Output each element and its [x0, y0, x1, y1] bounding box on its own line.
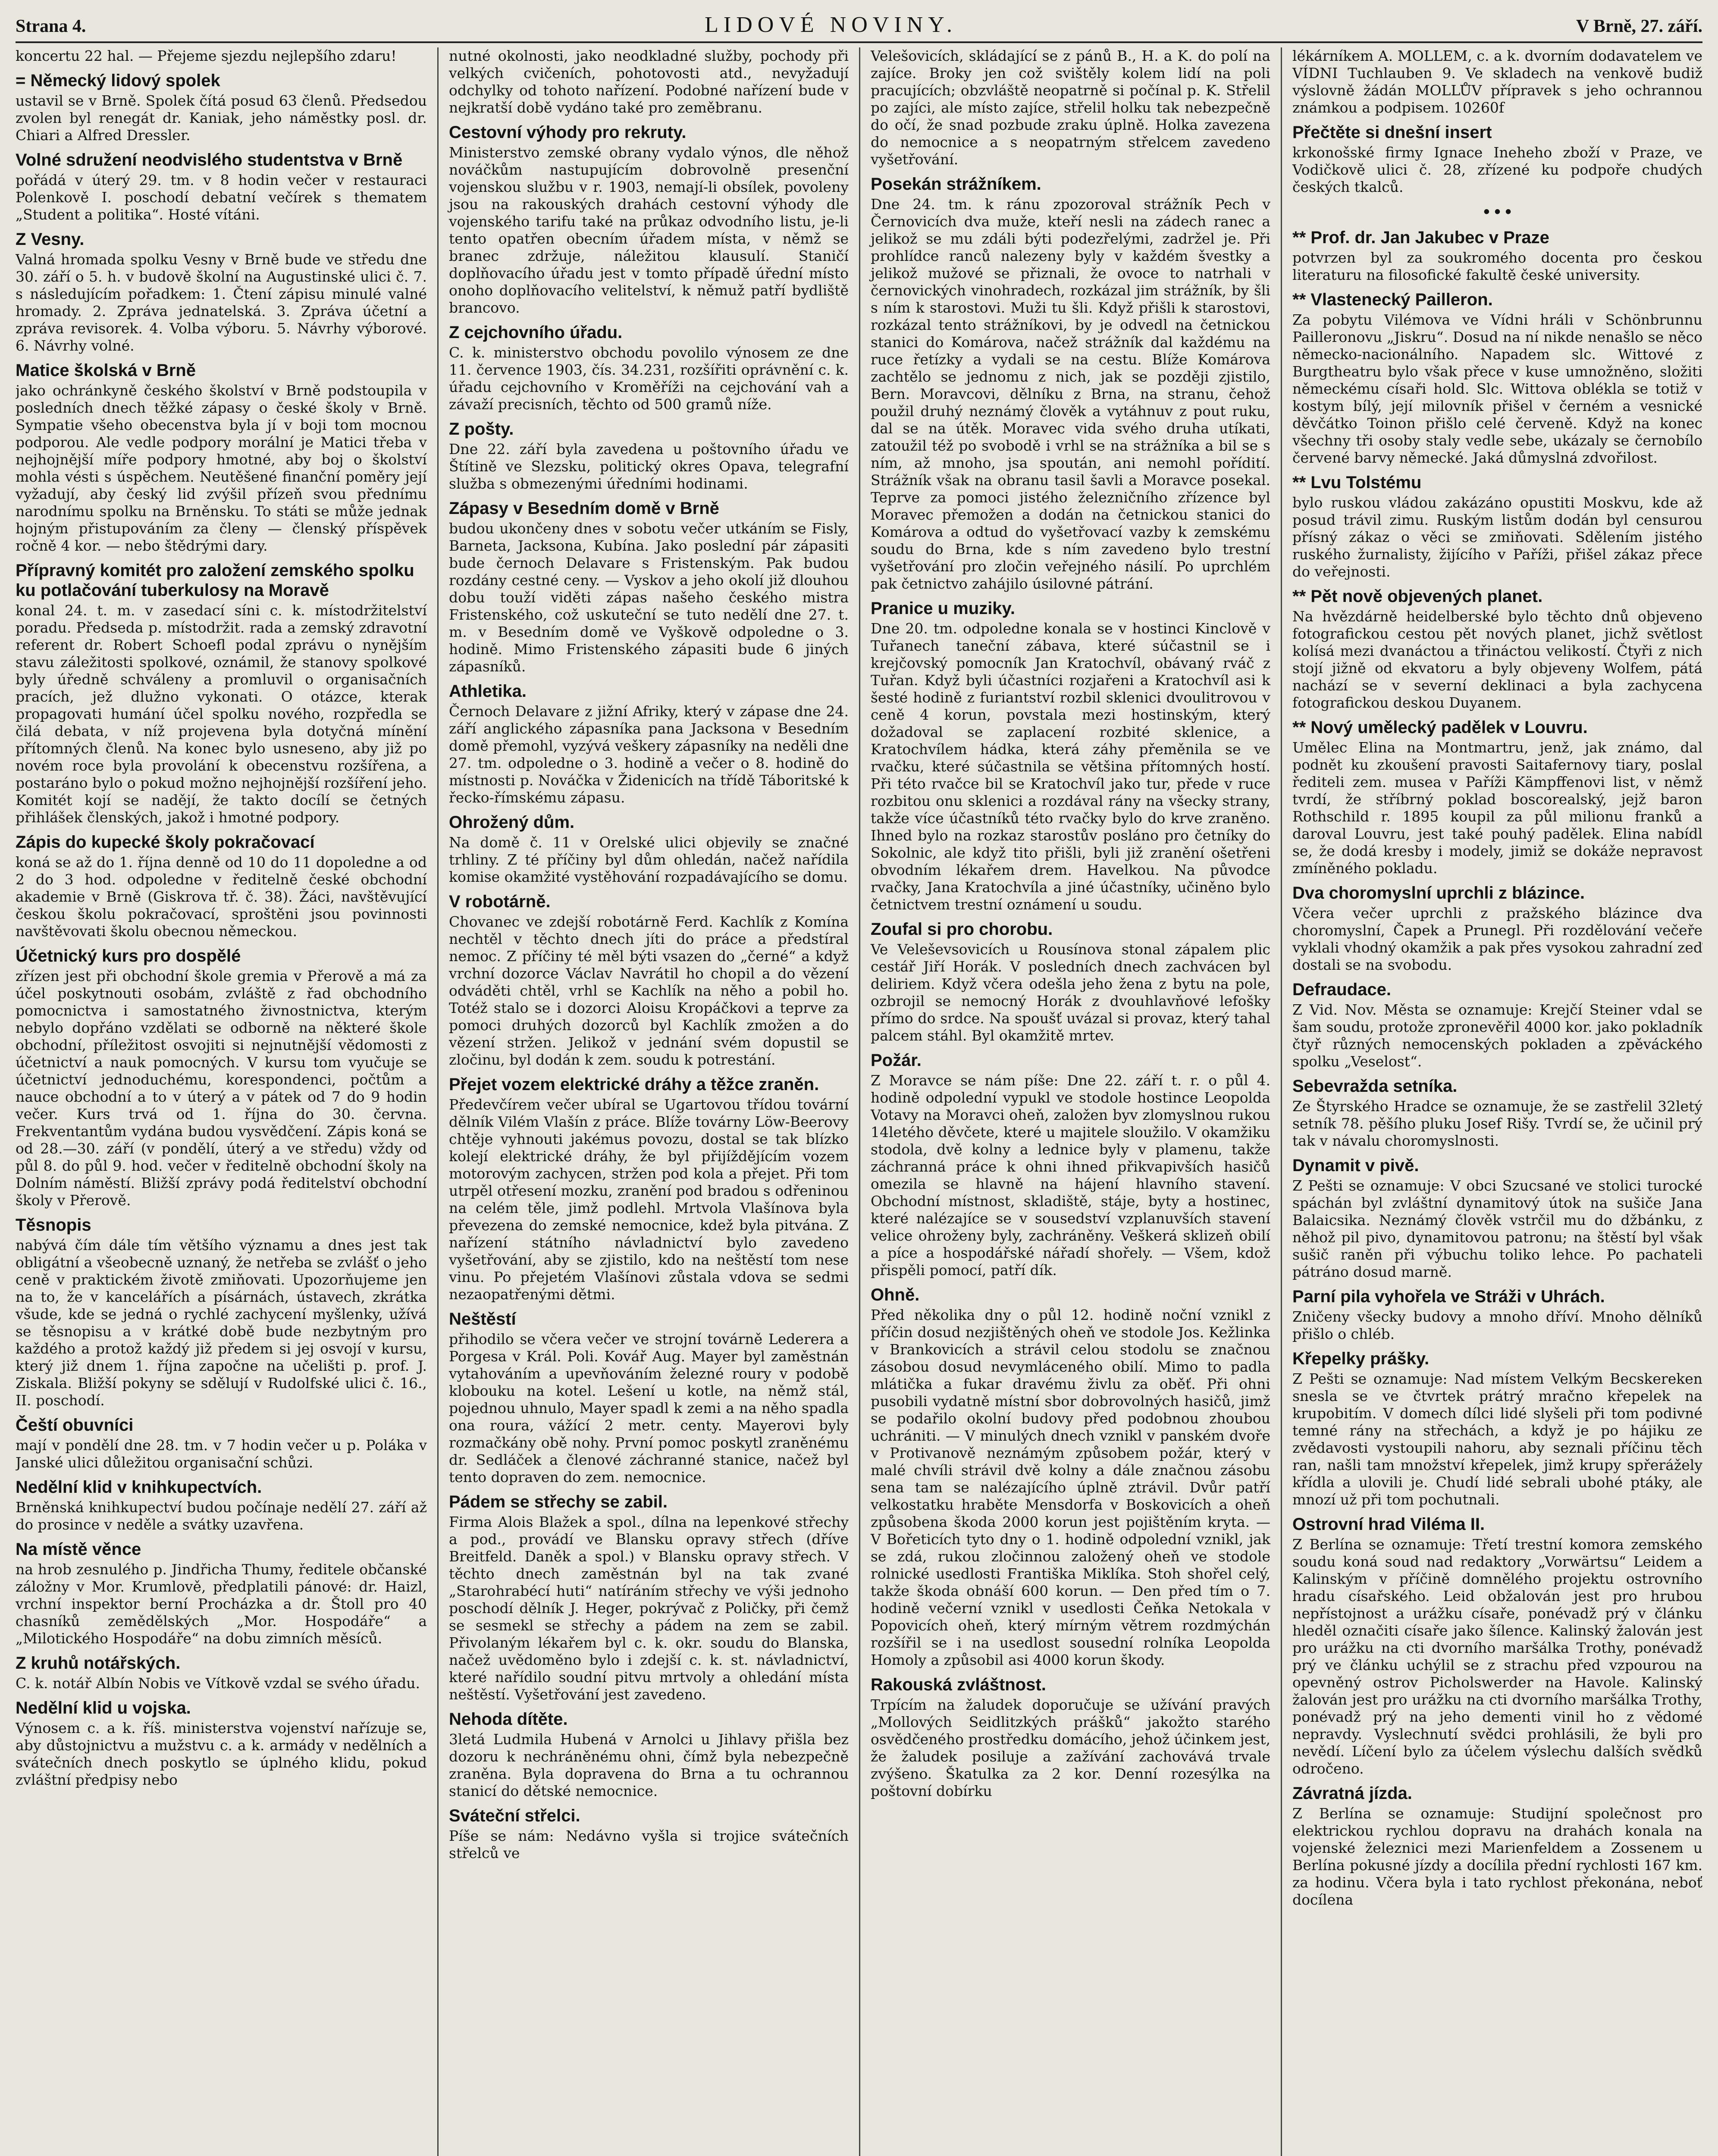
- article: [1292, 883, 1702, 974]
- article: [449, 323, 849, 413]
- article-headline: Defraudace.: [1292, 980, 1391, 999]
- article: [1292, 1783, 1702, 1908]
- article: [1292, 228, 1702, 284]
- article-headline: Volné sdružení neodvislého studentstva v Brně: [16, 150, 403, 169]
- column-2: [437, 47, 859, 2156]
- article-body: Píše se nám: Nedávno vyšla si trojice svátečních střelců ve: [449, 1827, 849, 1861]
- article-body: Předevčírem večer ubíral se Ugartovou třídou tovární dělník Vilém Vlašín z práce. Blíže továrny Löw-Beerovy chtěje vyhnouti jakémus povozu, dostal se tak blízko kolejí elektrické dráhy, že byl přijíždějícím vozem motorovým zachycen, stržen pod kola a přejet. Při tom utrpěl otřesení mozku, zranění pod bradou s odřeninou na celém těle, jimž podlehl. Mrtvola Vlašínova byla převezena do zemské nemocnice, kdež byla pitvána. Z nařízení státního návladnictví bylo zavedeno vyšetřování, aby se zjistilo, kdo na neštěstí tom nese vinu. Po přejetém Vlašínovi zůstala vdova se sedmi nezaopatřenými dětmi.: [449, 1096, 849, 1303]
- article-body: Firma Alois Blažek a spol., dílna na lepenkové střechy a pod., provádí ve Blansku opravy střech (dříve Breitfeld. Daněk a spol.) v Blansku opravy střech. V těchto dnech zaměstnán byl na tak zvané „Starohrabécí huti“ natíráním střechy ve výši jednoho poschodí dělník J. Heger, pokrývač z Poličky, při čemž se sesmekl se střechy a pádem na zem se zabil. Přivolaným lékařem byl c. k. okr. soudu do Blanska, načež uvědoměno bylo i zdejší c. k. st. návladnictví, které nařídilo soudní pitvu mrtvoly a ohledání místa neštěstí. Vyšetřování jest zavedeno.: [449, 1514, 849, 1703]
- article-body: mají v pondělí dne 28. tm. v 7 hodin večer u p. Poláka v Janské ulici důležitou organisační schůzi.: [16, 1437, 427, 1471]
- article-headline: Posekán strážníkem.: [871, 175, 1041, 194]
- article-headline: ** Vlastenecký Pailleron.: [1292, 290, 1493, 309]
- article-headline: V robotárně.: [449, 892, 551, 911]
- issue-date: V Brně, 27. září.: [1576, 16, 1702, 36]
- article-headline: Neštěstí: [449, 1310, 516, 1329]
- article-headline: Čeští obuvníci: [16, 1416, 134, 1435]
- article-body: Valná hromada spolku Vesny v Brně bude ve středu dne 30. září o 5. h. v budově školní na Augustinské ulici č. 7. s následujícím pořadkem: 1. Čtení zápisu minulé valné hromady. 2. Zpráva jednatelská. 3. Zpráva účetní a zpráva revisorek. 4. Volba výboru. 5. Návrhy výborové. 6. Návrhy volné.: [16, 251, 427, 354]
- article-headline: Sebevražda setníka.: [1292, 1077, 1458, 1096]
- article: [1292, 202, 1702, 222]
- article-body: Z Vid. Nov. Města se oznamuje: Krejčí Steiner vdal se šam soudu, protože zpronevěřil 4000 kor. jako pokladník čtyř různých nemocenských pokladen a zpěváckého spolku „Veselost“.: [1292, 1001, 1702, 1070]
- article: [16, 229, 427, 354]
- article-headline: ** Prof. dr. Jan Jakubec v Praze: [1292, 228, 1549, 247]
- article: [1292, 1514, 1702, 1777]
- article-body: Z Berlína se oznamuje: Třetí trestní komora zemského soudu koná soud nad redaktory „Vorwärtsu“ Leidem a Kalinským v příčině domnělého projektu ostrovního hradu císařského. Leid obžalován jest pro hrubou nepřístojnost a urážku císaře, ponévadž prý v článku hleděl označiti císaře jako šílence. Kalinský žalován jest pro urážku na cti dvorního maršálka Trothy, ponévadž prý ve článku uchýlil se z strachu před vzpourou na opevněný ostrov Picholswerder na Havole. Kalinský žalován jest pro urážku na cti dvorního maršálka Trothy, ponévadž prý na jeho dementi vinil ho z vědomé nepravdy. Vyslechnutí svědci prohlásili, že byli pro nevědí. Líčení bylo za účelem výslechu dalších svědků odročeno.: [1292, 1536, 1702, 1777]
- article-headline: Přejet vozem elektrické dráhy a těžce zraněn.: [449, 1075, 819, 1094]
- article-headline: Zoufal si pro chorobu.: [871, 920, 1053, 939]
- article-body: zřízen jest při obchodní škole gremia v Přerově a má za účel poskytnouti osobám, zvláště z řad obchodního pomocnictva i samostatného živnostnictva, kterým nebylo dopřáno vzdělati se odborně na některé škole obchodní, příležitost osvojiti si nejnutnější vědomosti z účetnictví a nauk pomocných. V kursu tom vyučuje se účetnictví jednoduchému, korespondenci, počtům a nauce obchodní a to v úterý a v pátek od 7 do 9 hodin večer. Kurs trvá od 1. října do 30. června. Frekventantům vydána budou vysvědčení. Zápis koná se od 28.—30. září (v pondělí, úterý a ve středu) vždy od půl 8. do půl 9. hod. večer v ředitelně obchodní školy na Dolním náměstí. Bližší zprávy podá ředitelství obchodní školy v Přerově.: [16, 968, 427, 1209]
- column-4: [1281, 47, 1702, 2156]
- article-headline: Z Vesny.: [16, 230, 85, 249]
- columns: [16, 47, 1702, 2156]
- article: [871, 919, 1270, 1044]
- article-body: Z Moravce se nám píše: Dne 22. září t. r. o půl 4. hodině odpolední vypukl ve stodole hostince Leopolda Votavy na Moravci oheň, založen byv zlomyslnou rukou 14letého děvčete, které u majitele sloužilo. V okamžiku stodola, dvě kolny a lednice byly v plamenu, takže záchranná práce k ohni ihned přikvapivších hasičů omezila se hlavně na hájení hlavního stavení. Obchodní místnost, skladiště, stáje, byty a hostinec, které nalézajíce se v sousedství vzplanuvších stavení velice ohroženy byly, zachráněny. Veškerá sklizeň obilí a píce a hospodářské nářadí shořely. — Všem, kdož přispěli pomocí, patří dík.: [871, 1072, 1270, 1279]
- article-body: nabývá čím dále tím většího významu a dnes jest tak obligátní a všeobecně uznaný, že netřeba se zvlášť o jeho ceně v praktickém životě zmiňovati. Upozorňujeme jen na to, že v kancelářích a písárnách, ústavech, zkrátka všude, kde se jedná o rychlé zachycení myšlenky, užívá se těsnopisu a v krátké době bude nezbytným pro každého a protož každý již předem si jej osvojí v kursu, který již dnem 1. října započne na učelišti p. prof. J. Ziskala. Bližší pokyny se sdělují v Rudolfské ulici č. 16., II. poschodí.: [16, 1237, 427, 1409]
- article-headline: Těsnopis: [16, 1216, 91, 1235]
- article: [1292, 1076, 1702, 1150]
- article-headline: Z pošty.: [449, 420, 514, 439]
- article-body: koncertu 22 hal. — Přejeme sjezdu nejlepšího zdaru!: [16, 47, 397, 64]
- article-headline: Z kruhů notářských.: [16, 1654, 181, 1673]
- article: [1292, 1349, 1702, 1508]
- article: [16, 1477, 427, 1533]
- article-body: konal 24. t. m. v zasedací síni c. k. místodržitelství poradu. Předseda p. místodržit. rada a zemský zdravotní referent dr. Robert Schoefl podal zprávu o nynějším stavu záležitosti spolkové, oznámil, že stanovy spolkové byly úředně schváleny a promluvil o organisačních pracích, jež dlužno vykonati. O otázce, kterak propagovati humání účel spolku nového, rozpředla se čilá debata, v níž projevena byla dotyčná mínění přítomných členů. Na konec bylo usneseno, aby již po novém roce byla provolání k obecenstvu rozšířena, a postaráno bylo o pokud možno nejhojnější rozšíření jeho. Komitét kojí se nadějí, že takto docílí se četných přihlášek členských, jakož i hmotné podpory.: [16, 602, 427, 826]
- article-body: bylo ruskou vládou zakázáno opustiti Moskvu, kde až posud trávil zimu. Ruským listům dodán byl censurou přísný zákaz o věci se zmiňovati. Sdělením jistého ruského žurnalisty, žijícího v Paříži, přišel zákaz přece do veřejnosti.: [1292, 494, 1702, 580]
- article: [16, 1653, 427, 1692]
- article: [1292, 586, 1702, 711]
- article: [1292, 980, 1702, 1070]
- article-body: budou ukončeny dnes v sobotu večer utkáním se Fisly, Barneta, Jacksona, Kubína. Jako poslední pár zápasiti bude černoch Delavare s Fristenským. Pak budou rozdány cestné ceny. — Vyskov a jeho okolí již dlouhou dobu touží viděti zápas našeho českého mistra Fristenského, což uskuteční se tuto nedělí dne 27. t. m. v Besedním domě ve Vyškově odpoledne o 3. hodině. Mimo Fristenského zápasiti bude 6 jiných zápasníků.: [449, 520, 849, 675]
- article: [16, 946, 427, 1209]
- article: [1292, 718, 1702, 877]
- article-body: Výnosem c. a k. říš. ministerstva vojenství nařízuje se, aby důstojnictvu a mužstvu c. a k. armády v nedělních a svátečních dnech poskytlo se úplného klidu, pokud zvláštní předpisy nebo: [16, 1720, 427, 1788]
- article-headline: • • •: [1483, 202, 1511, 221]
- article-headline: Na místě věnce: [16, 1540, 141, 1559]
- article-body: Z Pešti se oznamuje: Nad místem Velkým Becskereken snesla se ve čtvrtek prátrý mračno křepelek na krupobitím. V domech dílci lidé slyšeli při tom podivné temné rány na střechách, a když je po hájiku ze zvědavosti vystoupili nahoru, aby seznali příčinu těch ran, našli tam množství křepelek, jimž krupy spřerážely křídla a ulovili je. Chudí lidé sebrali ubohé ptáky, ale mnozí už při tom pochutnali.: [1292, 1370, 1702, 1508]
- article: [16, 561, 427, 826]
- article-body: ustavil se v Brně. Spolek čítá posud 63 členů. Předsedou zvolen byl renegát dr. Kaniak, jeho náměstky posl. dr. Chiari a Alfred Dressler.: [16, 92, 427, 144]
- article: [449, 122, 849, 317]
- article: [871, 599, 1270, 913]
- article-headline: Dynamit v pivě.: [1292, 1156, 1419, 1175]
- column-1: [16, 47, 437, 2156]
- article: [16, 360, 427, 555]
- article: [16, 1698, 427, 1789]
- article-headline: Nedělní klid v knihkupectvích.: [16, 1478, 262, 1497]
- article-body: potvrzen byl za soukromého docenta pro českou literaturu na filosofické fakultě české university.: [1292, 249, 1702, 283]
- article: [16, 832, 427, 940]
- article: [16, 1415, 427, 1471]
- article-body: Z Pešti se oznamuje: V obci Szucsané ve stolici turocké spáchán byl zvláštní dynamitový útok na sušiče Jana Balaicsika. Neznámý člověk vstrčil mu do džbánku, z něhož pil pivo, dynamitovou patronu; na štěstí byl však sušič raněn při výbuchu toliko lehce. Po pachateli pátráno dosud marně.: [1292, 1177, 1702, 1280]
- article-headline: Účetnický kurs pro dospělé: [16, 946, 241, 965]
- article-headline: Zápis do kupecké školy pokračovací: [16, 833, 315, 852]
- article-body: Na hvězdárně heidelberské bylo těchto dnů objeveno fotografickou cestou pět nových planet, jichž světlost kolísá mezi dvanáctou a třináctou velikostí. Čtyři z nich stojí jižně od ekvatoru a byly objeveny Wolfem, pátá nachází se v severní deklinaci a byla zachycena fotografickou deskou Duyanem.: [1292, 608, 1702, 711]
- article-headline: Dva choromyslní uprchli z blázince.: [1292, 884, 1585, 903]
- article: [16, 47, 427, 65]
- article: [871, 1675, 1270, 1800]
- article-headline: Požár.: [871, 1051, 922, 1070]
- article-body: Trpícím na žaludek doporučuje se užívání pravých „Mollových Seidlitzkých prášků“ jakožto starého osvědčeného prostředku domácího, jehož účinkem jest, že žaludek posiluje a zažívání zachovává trvale zvýšeno. Škatulka za 2 kor. Denní rozesýlka na poštovní dobírku: [871, 1696, 1270, 1799]
- article: [1292, 1287, 1702, 1343]
- article-headline: Pranice u muziky.: [871, 599, 1015, 618]
- article-body: jako ochránkyně českého školství v Brně podstoupila v posledních dnech těžké zápasy o české školy v Brně. Sympatie všeho obecenstva byla jí v boji tom mocnou podporou. Ale vedle podpory morální je Matici třeba v nejhojnější míře podpory hmotné, aby boj o školství mohla vésti s úspěchem. Neutěšené finanční poměry její vyžadují, aby český lid zvýšil přízeň svou přednímu narodnímu spolku na Brněnsku. To státi se může jednak hojným přistupováním za členy — členský příspěvek ročně 4 kor. — nebo štědrými dary.: [16, 382, 427, 554]
- article-body: přihodilo se včera večer ve strojní továrně Lederera a Porgesa v Král. Poli. Kovář Aug. Mayer byl zaměstnán vytahováním a upevňováním železné roury v podobě klobouku na kotel. Lešení u kotle, na němž stál, pojednou uhnulo, Mayer spadl k zemi a na něho spadla ona roura, vážící 2 metr. centy. Mayerovi byly rozmačkány obě nohy. První pomoc poskytl zraněnému dr. Sedláček a členové záchranné stanice, načež byl tento dopraven do zem. nemocnice.: [449, 1331, 849, 1485]
- article: [449, 1806, 849, 1862]
- article-body: Z Berlína se oznamuje: Studijní společnost pro elektrickou rychlou dopravu na drahách konala na vojenské železnici mezi Marienfeldem a Zossenem u Berlína pokusné jízdy a docílila přední rychlosti 167 km. za hodinu. Včera byla i tato rychlost překonána, neboť docílena: [1292, 1805, 1702, 1908]
- article: [1292, 47, 1702, 116]
- article: [1292, 122, 1702, 196]
- article-headline: Závratná jízda.: [1292, 1784, 1412, 1803]
- article-body: Brněnská knihkupectví budou počínaje nedělí 27. září až do prosince v neděle a svátky uzavřena.: [16, 1499, 427, 1533]
- article-headline: Cestovní výhody pro rekruty.: [449, 123, 687, 142]
- article-body: Černoch Delavare z jižní Afriky, který v zápase dne 24. září anglického zápasníka pana Jacksona v Besedním domě přemohl, vyzývá veškery zápasníky na neděli dne 27. tm. odpoledne o 3. hodině a večer o 8. hodině do místnosti p. Nováčka v Židenicích na třídě Táboritské k řecko-římskému zápasu.: [449, 703, 849, 806]
- article-body: Ministerstvo zemské obrany vydalo výnos, dle něhož nováčkům nastupujícím dobrovolně presenční vojenskou službu v r. 1903, nemají-li obsílek, povoleny jsou na rakouských drahách cestovní výhody dle vojenského tarifu také na průkaz odvodního listu, je-li tento opatřen obecním úřadem místa, v němž se branec zdržuje, náležitou klausulí. Staničí doplňovacího úřadu jest v tomto případě úřední místo onoho doplňovacího velitelství, k němuž patří bydliště brancovo.: [449, 144, 849, 316]
- article: [16, 1539, 427, 1647]
- article: [449, 498, 849, 675]
- article: [449, 681, 849, 806]
- article: [871, 1285, 1270, 1669]
- article-headline: Přečtěte si dnešní insert: [1292, 123, 1492, 142]
- article: [449, 1309, 849, 1486]
- article-body: Na domě č. 11 v Orelské ulici objevily se značné trhliny. Z té příčiny byl dům ohledán, načež nařídila komise okamžité vystěhování rozpadávajícího se domu.: [449, 834, 849, 885]
- article: [449, 1709, 849, 1800]
- article-headline: Přípravný komitét pro založení zemského spolku ku potlačování tuberkulosy na Moravě: [16, 561, 414, 600]
- article-headline: = Německý lidový spolek: [16, 71, 220, 90]
- article-body: Včera večer uprchli z pražského blázince dva choromyslní, Čapek a Prunegl. Při rozdělování večeře vyklali vhodný okamžik a pak přes vysokou zahradní zeď dostali se na svobodu.: [1292, 905, 1702, 973]
- article-headline: Ohně.: [871, 1285, 920, 1304]
- article-headline: Athletika.: [449, 682, 527, 701]
- article: [449, 892, 849, 1069]
- article-body: pořádá v úterý 29. tm. v 8 hodin večer v restauraci Polenkově I. poschodí debatní večírek s thematem „Student a politika“. Hosté vítáni.: [16, 172, 427, 223]
- article: [449, 812, 849, 886]
- article: [1292, 290, 1702, 467]
- article-body: Velešovicích, skládající se z pánů B., H. a K. do polí na zajíce. Broky jen což svištěly kolem lidí na poli pracujících; obzvláště neopatrně si počínal p. K. Střelil po zajíci, ale místo zajíce, střelil holku tak nebezpečně do očí, že snad pozbude zraku úplně. Holka zavezena do nemocnice a s neopatrným střelcem zavedeno vyšetřování.: [871, 47, 1270, 168]
- article-headline: Ohrožený dům.: [449, 813, 575, 832]
- article-body: Ve Veleševsovicích u Rousínova stonal zápalem plic cestář Jiří Horák. V posledních dnech zachvácen byl deliriem. Když včera odešla jeho žena z bytu na pole, ozbrojil se nemocný Horák z dvouhlavňové lefošky přímo do srdce. Na spoušť uvázal si provaz, který tahal palcem stáhl. Byl okamžitě mrtev.: [871, 941, 1270, 1044]
- article: [1292, 1156, 1702, 1281]
- article: [16, 71, 427, 144]
- page-number: Strana 4.: [16, 16, 86, 36]
- article-headline: ** Pět nově objevených planet.: [1292, 587, 1543, 606]
- article-headline: Nedělní klid u vojska.: [16, 1698, 191, 1717]
- article-body: 3letá Ludmila Hubená v Arnolci u Jihlavy přišla bez dozoru k nechráněnému ohni, čímž byla nebezpečně zraněna. Byla dopravena do Brna a tu ochrannou stanicí do dětské nemocnice.: [449, 1731, 849, 1799]
- masthead-rule: [16, 41, 1702, 43]
- article-headline: Z cejchovního úřadu.: [449, 323, 623, 342]
- article-headline: ** Nový umělecký padělek v Louvru.: [1292, 718, 1588, 737]
- article: [449, 419, 849, 492]
- article-body: Zničeny všecky budovy a mnoho dříví. Mnoho dělníků přišlo o chléb.: [1292, 1308, 1702, 1342]
- article-headline: Zápasy v Besedním domě v Brně: [449, 499, 719, 518]
- article-headline: Matice školská v Brně: [16, 361, 196, 380]
- article: [449, 47, 849, 116]
- article: [449, 1075, 849, 1303]
- article-body: Chovanec ve zdejší robotárně Ferd. Kachlík z Komína nechtěl v těchto dnech jíti do práce a předstíral nemoc. Z příčiny té měl býti vsazen do „černé“ a když vrchní dozorce Václav Navrátil ho chopil a do vězení odváděti chtěl, vrhl se Kachlík na něho a pobil ho. Totéž stalo se i dozorci Aloisu Kropáčkovi a teprve za pomoci druhých dozorců byl Kachlík zmožen a do vězení stržen. Jelikož v jednání svém dopustil se zločinu, byl dodán k zem. soudu k potrestání.: [449, 913, 849, 1068]
- article-headline: Ostrovní hrad Viléma II.: [1292, 1515, 1485, 1534]
- article: [871, 47, 1270, 168]
- article: [16, 150, 427, 223]
- article-body: koná se až do 1. října denně od 10 do 11 dopoledne a od 2 do 3 hod. odpoledne v ředitelně české obchodní akademie v Brně (Giskrova tř. č. 38). Žáci, navštěvující českou školu pokračovací, sproštěni jsou povinnosti navštěvovati školu obecnou německou.: [16, 854, 427, 940]
- article-headline: ** Lvu Tolstému: [1292, 473, 1422, 492]
- article-body: Před několika dny o půl 12. hodině noční vznikl z příčin dosud nezjištěných oheň ve stodole Jos. Kežlinka v Brankovicích a strávil celou stodolu se značnou zásobou dosud nevymláceného obilí. Mimo to padla mlátička a fukar dravému živlu za oběť. Při ohni pusobili vydatně místní sbor dobrovolných hasičů, jimž se podařilo okolní budovy před podobnou zhoubou uchrániti. — V minulých dnech vznikl v panském dvoře v Protivanově neznámým způsobem požár, který v malé chvíli strávil dvě kolny a dále značnou zásobu sena tam se nalézajícího úplně ztrávil. Dvůr patří velkostatku hraběte Mensdorfa v Boskovicích a oheň způsobena škoda 2000 korun jest pojištěním kryta. — V Bořeticích tyto dny o 1. hodině odpolední vznikl, jak se zdá, rukou zločinnou založený oheň ve stodole rolnické usedlosti Františka Miklíka. Stoh shořel celý, takže škoda obnáší 600 korun. — Den před tím o 7. hodině večerní vznikl v usedlosti Čeňka Netokala v Popovicích oheň, který mírným větrem rozdmýchán rozšířil se i na usedlost sousední rolníka Leopolda Homoly a způsobil asi 4000 korun škody.: [871, 1307, 1270, 1668]
- article-body: Ze Štyrského Hradce se oznamuje, že se zastřelil 32letý setník 78. pěšího pluku Josef Rišy. Tvrdí se, že učinil prý tak v návalu choromyslnosti.: [1292, 1098, 1702, 1149]
- article-body: Umělec Elina na Montmartru, jenž, jak známo, dal podnět ku zkoušení pravosti Saitafernovy tiary, poslal řediteli zem. musea v Paříži Kämpffenovi list, v němž tvrdí, že stříbrný poklad boscorealský, jejž baron Rothschild r. 1895 koupil za půl milionu franků a daroval Louvru, jest také pouhý padělek. Elina nabídl se, že dodá kresby i modely, jimiž se dokáže nepravost zmíněného pokladu.: [1292, 739, 1702, 877]
- article-body: Dne 22. září byla zavedena u poštovního úřadu ve Štítině ve Slezsku, politický okres Opava, telegrafní služba s obmezenými úředními hodinami.: [449, 441, 849, 492]
- newspaper-title: LIDOVÉ NOVINY.: [705, 13, 958, 37]
- article-headline: Křepelky prášky.: [1292, 1349, 1430, 1368]
- article-headline: Pádem se střechy se zabil.: [449, 1492, 668, 1511]
- article: [871, 1050, 1270, 1279]
- article-body: Dne 24. tm. k ránu zpozoroval strážník Pech v Černovicích dva muže, kteří nesli na zádech ranec a jelikož se mu zdáli býti podezřelými, zadržel je. Při prohlídce ranců nalezeny byly v každém švestky a jelikož mužové se přiznali, že ovoce to natrhali v černovických vinohradech, rozkázal jim strážník, by šli s ním k starostovi. Muži tu šli. Když přišli k starostovi, rozkázal tento strážníkovi, by je odvedl na četnickou stanici do Komárova, načež strážník dal každému na ruce řetízky a vydali se na cestu. Blíže Komárova zachtělo se jednomu z nich, jak se později zjistilo, Bern. Moravcovi, dělníku z Brna, na stranu, čehož použil druhý neznámý člověk a vytáhnuv z pout ruku, dal se na útěk. Moravec vida svého druha utíkati, zatoužil též po svobodě i vrhl se na strážníka a bil se s ním, až mnoho, jsa spoután, ani nemohl pořídití. Strážník však na obranu tasil šavli a Moravce posekal. Teprve za pomoci jistého železničního zřízence byl Moravec přemožen a dodán na četnickou stanici do Komárova a odtud do vyšetřovací vazby k zemskému soudu do Brna, kde s ním zavedeno bylo trestní vyšetřování pro zločin veřejného násilí. Po uprchlém pak četnictvo zahájilo úsilovné pátrání.: [871, 196, 1270, 592]
- article-headline: Parní pila vyhořela ve Stráži v Uhrách.: [1292, 1287, 1605, 1306]
- article-body: C. k. notář Albín Nobis ve Vítkově vzdal se svého úřadu.: [16, 1675, 420, 1692]
- article: [449, 1492, 849, 1703]
- article-body: C. k. ministerstvo obchodu povolilo výnosem ze dne 11. července 1903, čís. 34.231, rozšířiti oprávnění c. k. úřadu cejchovního v Kroměříži na cejchování vah a závaží precisních, těchto od 500 gramů níže.: [449, 344, 849, 413]
- article-body: nutné okolnosti, jako neodkladné služby, pochody při velkých cvičeních, pohotovosti atd., nevyžadují odchylky od tohoto nařízení. Podobné nařízení bude v nejkratší době vydáno také pro zeměbranu.: [449, 47, 849, 116]
- masthead: [16, 12, 1702, 39]
- article-headline: Nehoda dítěte.: [449, 1710, 568, 1729]
- article-body: na hrob zesnulého p. Jindřicha Thumy, ředitele občanské záložny v Mor. Krumlově, předplatili pánové: dr. Haizl, vrchní inspektor berní Procházka a dr. Štoll pro 40 chasníků zemědělských „Mor. Hospodáře“ a „Milotického Hospodáře“ na dobu zimních měsíců.: [16, 1561, 427, 1647]
- article-body: Za pobytu Vilémova ve Vídni hráli v Schönbrunnu Pailleronovu „Jiskru“. Dosud na ní nikde nenašlo se něco německo-nacionálního. Napadem slc. Wittové z Burgtheatru bylo však přece v kuse umnožněno, složiti německému císaři hold. Slc. Wittova oblékla se totiž v kostym bílý, její milovník přišel v černém a vesnické děvčátko Toinon přišlo celé červeně. Když na konec všechny tři osoby staly vedle sebe, ukázaly se černobílo červené barvy německé. Jaká důmyslná zdvořilost.: [1292, 311, 1702, 466]
- article: [871, 174, 1270, 592]
- column-3: [859, 47, 1281, 2156]
- article-body: lékárníkem A. MOLLEM, c. a k. dvorním dodavatelem ve VÍDNI Tuchlauben 9. Ve skladech na venkově budiž výslovně žádán MOLLŮV přípravek s jeho ochrannou známkou a podpisem. 10260f: [1292, 47, 1702, 116]
- article-headline: Sváteční střelci.: [449, 1806, 580, 1825]
- article-body: krkonošské firmy Ignace Ineheho zboží v Praze, ve Vodičkově ulici č. 28, zřízené ku podpoře chudých českých tkalců.: [1292, 144, 1702, 195]
- article: [1292, 473, 1702, 580]
- article: [16, 1215, 427, 1409]
- article-headline: Rakouská zvláštnost.: [871, 1675, 1046, 1694]
- article-body: Dne 20. tm. odpoledne konala se v hostinci Kinclově v Tuřanech taneční zábava, které súčastnil se i krejčovský pomocník Jan Kratochvíl, obávaný rváč z Tuřan. Když byli účastníci rozjařeni a Kratochvíl asi k šesté hodině z furiantství rozbil sklenici dvoulitrovou v ceně 4 korun, povstala mezi hostinským, který dožadoval se zaplacení rozbité sklenice, a Kratochvílem hádka, která záhy přeměnila se ve rvačku, které súčastnila se většina přítomných hostí. Při této rvačce bil se Kratochvíl jako tur, přede v ruce rozbitou onu sklenici a rozdával rány na všecky strany, takže více účastníků této rvačky bylo do krve zraněno. Ihned bylo na rozkaz starostův posláno pro četníky do Sokolnic, ale když tito přišli, byli již zranění ošetřeni obvodním lékařem drem. Havelkou. Na původce rvačky, Jana Kratochvíla a jiné účastníky, učiněno bylo četnictvem trestní oznámení u soudu.: [871, 620, 1270, 913]
